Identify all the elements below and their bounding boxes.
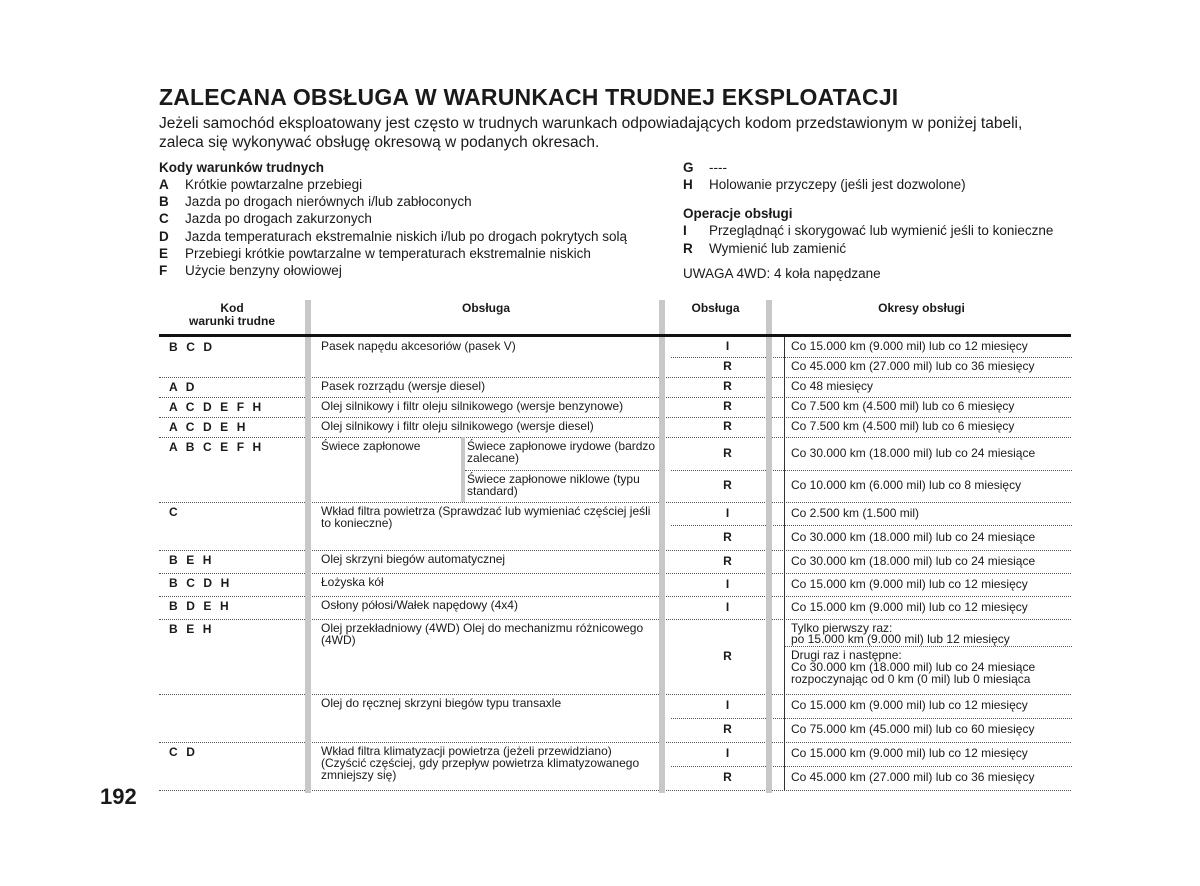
row-service: Pasek napędu akcesoriów (pasek V) (321, 339, 516, 353)
condition-code: G (683, 160, 694, 175)
operation-code: I (725, 600, 730, 614)
operations-title: Operacje obsługi (683, 206, 793, 222)
condition-text: Jazda po drogach nierównych i/lub zabłoconych (185, 194, 472, 210)
operation-code: R (723, 770, 732, 784)
condition-item (159, 245, 659, 262)
period-line: Co 30.000 km (18.000 mil) lub co 24 miesiące (791, 660, 1036, 674)
period-line: Drugi raz i następne: (791, 648, 902, 662)
condition-code: C (159, 211, 169, 227)
period-line: Tylko pierwszy raz: (791, 621, 893, 635)
condition-text: Jazda po drogach zakurzonych (185, 211, 372, 227)
operation-text: Przeglądnąć i skorygować lub wymienić jeśli to konieczne (709, 223, 1054, 239)
column-separator (766, 300, 772, 334)
table-row (159, 619, 1071, 695)
operation-text: Wymienić lub zamienić (709, 240, 847, 256)
row-service: Wkład filtra powietrza (Sprawdzać lub wymieniać częściej jeśli to konieczne) (321, 504, 651, 530)
operation-item (683, 222, 1103, 239)
table-row (159, 337, 1071, 378)
period-cell (784, 766, 1072, 790)
row-condition-codes: A C D E F H (169, 400, 264, 414)
intro-paragraph: Jeżeli samochód eksploatowany jest często w trudnych warunkach odpowiadających kodom przedstawionym w poniżej tabeli, zaleca się wykonywać obsługę okresową w podanych okresach. (159, 115, 1023, 151)
period-cell (784, 694, 1072, 719)
period-cell (784, 573, 1072, 596)
period-cell (784, 742, 1072, 767)
column-separator (766, 337, 772, 793)
operation-code: R (723, 554, 732, 568)
condition-code: F (159, 263, 168, 279)
operation-code: R (723, 649, 732, 663)
row-condition-codes: C (169, 505, 181, 519)
row-condition-codes: C D (169, 745, 198, 759)
period-text: Co 15.000 km (9.000 mil) lub co 12 miesięcy (791, 339, 1028, 353)
column-separator (305, 300, 311, 334)
condition-code: A (159, 177, 169, 192)
page-title: ZALECANA OBSŁUGA W WARUNKACH TRUDNEJ EKSPLOATACJI (159, 84, 899, 110)
table-row (159, 397, 1071, 418)
row-service: Łożyska kół (321, 575, 384, 589)
row-service: Pasek rozrządu (wersje diesel) (321, 379, 486, 393)
condition-item (683, 176, 1103, 193)
period-text: Co 30.000 km (18.000 mil) lub co 24 miesiące (791, 530, 1036, 544)
condition-text: Jazda temperaturach ekstremalnie niskich i/lub po drogach pokrytych solą (185, 228, 627, 244)
condition-item (159, 262, 659, 279)
row-service: Wkład filtra klimatyzacji powietrza (jeżeli przewidziano) (Czyścić częściej, gdy przepływ powietrza klimatyzowanego zmniejszy się) (321, 744, 640, 782)
condition-text: Użycie benzyny ołowiowej (185, 263, 342, 279)
table-body (159, 337, 1071, 793)
table-row (159, 742, 1071, 791)
header-period: Okresy obsługi (878, 301, 965, 315)
row-service: Osłony półosi/Wałek napędowy (4x4) (321, 598, 518, 612)
operation-code: R (723, 722, 732, 736)
conditions-legend (159, 159, 659, 279)
table-row (159, 437, 1071, 503)
period-cell (784, 377, 1072, 397)
operation-code: R (683, 240, 693, 256)
period-cell (784, 596, 1072, 619)
header-service: Obsługa (461, 301, 510, 315)
variant-separator (465, 470, 659, 471)
period-text: Co 48 miesięcy (791, 379, 874, 393)
header-code-line1: Kod (220, 301, 244, 315)
condition-item (159, 210, 659, 227)
row-service: Świece zapłonowe (321, 439, 421, 453)
period-text: Co 75.000 km (45.000 mil) lub co 60 miesięcy (791, 722, 1035, 736)
4wd-note: UWAGA 4WD: 4 koła napędzane (683, 265, 881, 281)
operation-code: I (725, 339, 730, 353)
table-row (159, 502, 1071, 551)
period-cell (784, 502, 1072, 526)
period-text: Co 45.000 km (27.000 mil) lub co 36 miesięcy (791, 770, 1035, 784)
conditions-title: Kody warunków trudnych (159, 160, 325, 175)
row-service: Olej przekładniowy (4WD) Olej do mechanizmu różnicowego (4WD) (321, 621, 644, 647)
table-header (159, 300, 1071, 337)
header-code-line2: warunki trudne (188, 314, 275, 328)
period-text: Co 10.000 km (6.000 mil) lub co 8 miesięcy (791, 478, 1022, 492)
operation-code: R (723, 359, 732, 373)
spark-plug-variant: Świece zapłonowe irydowe (bardzo zalecane) (467, 439, 656, 465)
row-condition-codes: B D E H (169, 599, 232, 613)
period-text: Co 30.000 km (18.000 mil) lub co 24 miesiące (791, 554, 1036, 568)
operation-code: R (723, 379, 732, 393)
page-number: 192 (100, 784, 137, 809)
table-row (159, 550, 1071, 574)
table-row (159, 377, 1071, 398)
operation-code: I (725, 577, 730, 591)
condition-item (159, 228, 659, 245)
period-text: Co 15.000 km (9.000 mil) lub co 12 miesięcy (791, 698, 1028, 712)
column-separator (659, 300, 665, 334)
period-cell (784, 417, 1072, 437)
row-service: Olej silnikowy i filtr oleju silnikowego (wersje benzynowe) (321, 399, 624, 413)
operation-code: R (723, 419, 732, 433)
operation-code: R (723, 446, 732, 460)
operation-code: I (725, 698, 730, 712)
condition-text: Krótkie powtarzalne przebiegi (185, 177, 363, 192)
column-separator (659, 337, 665, 793)
operation-item (683, 240, 1103, 257)
period-text: Co 7.500 km (4.500 mil) lub co 6 miesięcy (791, 419, 1015, 433)
table-row (159, 596, 1071, 620)
period-text: Co 7.500 km (4.500 mil) lub co 6 miesięcy (791, 399, 1015, 413)
condition-code: D (159, 228, 169, 244)
period-cell (784, 337, 1072, 358)
period-line: po 15.000 km (9.000 mil) lub 12 miesięcy (791, 632, 1010, 646)
header-operation: Obsługa (691, 301, 740, 315)
table-row (159, 573, 1071, 597)
period-text: Co 15.000 km (9.000 mil) lub co 12 miesięcy (791, 746, 1028, 760)
row-service: Olej skrzyni biegów automatycznej (321, 552, 506, 566)
condition-code: H (683, 177, 693, 193)
column-separator (305, 337, 311, 793)
operation-code: R (723, 478, 732, 492)
operation-code: I (725, 746, 730, 760)
spark-plug-variant: Świece zapłonowe niklowe (typu standard) (467, 472, 640, 498)
maintenance-table (159, 300, 1071, 794)
period-cell (784, 437, 1072, 471)
period-text: Co 2.500 km (1.500 mil) (791, 506, 920, 520)
row-condition-codes: B E H (169, 553, 215, 567)
operation-code: R (723, 530, 732, 544)
operation-code: I (725, 506, 730, 520)
row-service: Olej silnikowy i filtr oleju silnikowego (wersje diesel) (321, 419, 594, 433)
row-condition-codes: B C D H (169, 576, 232, 590)
period-separator (785, 646, 1072, 647)
period-cell (784, 397, 1072, 417)
operation-code: R (723, 399, 732, 413)
table-row (159, 694, 1071, 743)
condition-item (159, 193, 659, 210)
row-condition-codes: A D (169, 380, 198, 394)
period-cell (784, 470, 1072, 502)
header-code (159, 302, 305, 328)
row-service: Olej do ręcznej skrzyni biegów typu transaxle (321, 696, 562, 710)
period-cell (784, 550, 1072, 573)
period-text: Co 30.000 km (18.000 mil) lub co 24 miesiące (791, 446, 1036, 460)
operations-legend (683, 159, 1103, 282)
condition-code: E (159, 245, 169, 261)
row-condition-codes: B E H (169, 622, 215, 636)
period-cell (784, 525, 1072, 550)
condition-text: Holowanie przyczepy (jeśli jest dozwolone) (709, 177, 966, 193)
period-cell (784, 718, 1072, 742)
condition-text: Przebiegi krótkie powtarzalne w temperaturach ekstremalnie niskich (185, 245, 591, 261)
condition-text: ---- (709, 160, 727, 175)
period-text: Co 15.000 km (9.000 mil) lub co 12 miesięcy (791, 600, 1028, 614)
period-text: Co 45.000 km (27.000 mil) lub co 36 miesięcy (791, 359, 1035, 373)
period-text: Co 15.000 km (9.000 mil) lub co 12 miesięcy (791, 577, 1028, 591)
row-condition-codes: A C D E H (169, 420, 248, 434)
condition-item (159, 176, 659, 193)
operation-code: I (683, 223, 687, 239)
condition-item (683, 159, 1103, 176)
period-line: rozpoczynając od 0 km (0 mil) lub 0 miesiąca (791, 672, 1031, 686)
table-row (159, 417, 1071, 438)
row-condition-codes: A B C E F H (169, 440, 264, 454)
condition-code: B (159, 194, 169, 210)
period-cell (784, 619, 1072, 694)
row-condition-codes: B C D (169, 340, 215, 354)
period-cell (784, 357, 1072, 377)
